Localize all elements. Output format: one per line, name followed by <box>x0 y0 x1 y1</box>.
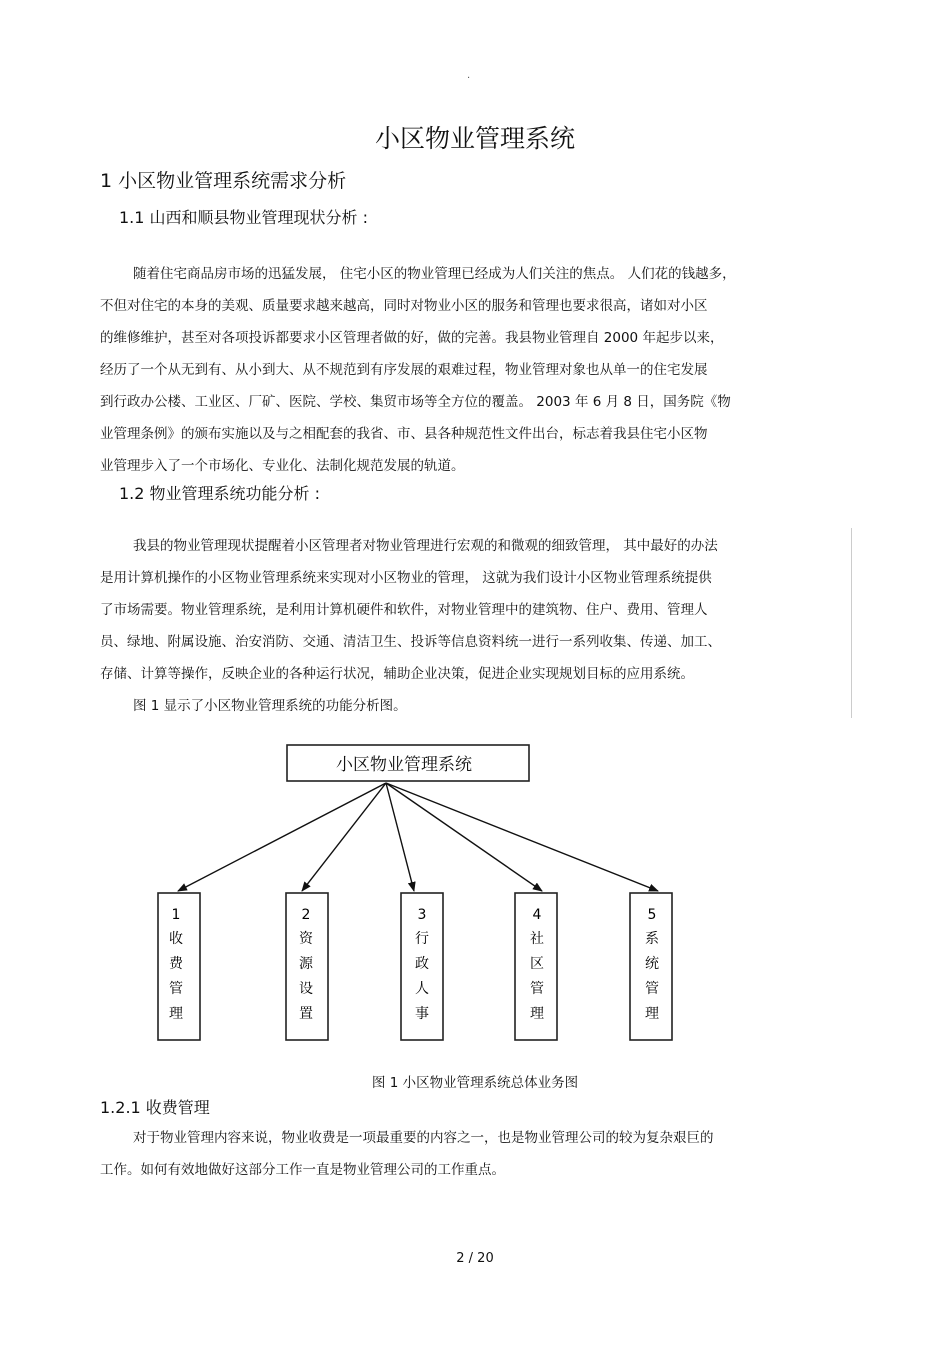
diagram-child-char: 2 <box>301 907 311 923</box>
section-1-2-heading: 1.2 物业管理系统功能分析 : <box>119 484 321 503</box>
paragraph-line: 我县的物业管理现状提醒着小区管理者对物业管理进行宏观的和微观的细致管理， 其中最好的办法 <box>133 538 718 554</box>
paragraph-line: 到行政办公楼、工业区、厂矿、医院、学校、集贸市场等全方位的覆盖。 2003 年 6 月 8 日，国务院《物 <box>100 394 731 410</box>
diagram-child-char: 4 <box>532 907 542 923</box>
paragraph-line: 不但对住宅的本身的美观、质量要求越来越高，同时对物业小区的服务和管理也要求很高，诸如对小区 <box>100 298 708 314</box>
diagram-child-char: 区 <box>530 956 544 972</box>
diagram-child-char: 社 <box>530 931 544 947</box>
diagram-child-char: 费 <box>169 956 183 972</box>
diagram-child-3 <box>401 893 443 1040</box>
section-1-heading: 1 小区物业管理系统需求分析 <box>100 170 347 192</box>
diagram-child-char: 统 <box>645 956 659 972</box>
paragraph-line: 图 1 显示了小区物业管理系统的功能分析图。 <box>133 698 407 714</box>
paragraph-line: 存储、计算等操作，反映企业的各种运行状况，辅助企业决策，促进企业实现规划目标的应用系统。 <box>100 666 694 682</box>
diagram-child-char: 政 <box>415 956 429 972</box>
diagram-arrow <box>302 783 386 891</box>
diagram-child-char: 3 <box>417 907 427 923</box>
page-number: 2 / 20 <box>456 1251 494 1266</box>
diagram-child-char: 收 <box>169 931 183 947</box>
diagram-child-char: 置 <box>299 1006 313 1022</box>
diagram-arrow <box>386 783 658 891</box>
diagram-child-char: 事 <box>415 1006 429 1022</box>
section-1-1-heading: 1.1 山西和顺县物业管理现状分析 : <box>119 208 369 227</box>
paragraph-line: 经历了一个从无到有、从小到大、从不规范到有序发展的艰难过程，物业管理对象也从单一的住宅发展 <box>100 362 708 378</box>
paragraph-line: 随着住宅商品房市场的迅猛发展， 住宅小区的物业管理已经成为人们关注的焦点。 人们花的钱越多， <box>133 266 736 282</box>
paragraph-line: 员、绿地、附属设施、治安消防、交通、清洁卫生、投诉等信息资料统一进行一系列收集、传递、加工、 <box>100 634 721 650</box>
diagram-child-char: 行 <box>415 931 429 947</box>
paragraph-line: 工作。如何有效地做好这部分工作一直是物业管理公司的工作重点。 <box>100 1162 505 1178</box>
diagram-root-label: 小区物业管理系统 <box>336 755 472 775</box>
section-1-2-1-heading: 1.2.1 收费管理 <box>100 1098 210 1117</box>
paragraph-line: 是用计算机操作的小区物业管理系统来实现对小区物业的管理， 这就为我们设计小区物业管理系统提供 <box>100 570 712 586</box>
diagram-child-char: 管 <box>645 981 659 997</box>
diagram-child-char: 人 <box>415 981 429 997</box>
diagram-child-char: 理 <box>645 1006 659 1022</box>
diagram-child-1 <box>158 893 200 1040</box>
paragraph-line: 了市场需要。物业管理系统，是利用计算机硬件和软件，对物业管理中的建筑物、住户、费用、管理人 <box>100 602 708 618</box>
diagram-child-char: 1 <box>171 907 181 923</box>
paragraph-line: 业管理条例》的颁布实施以及与之相配套的我省、市、县各种规范性文件出台，标志着我县住宅小区物 <box>100 426 708 442</box>
paragraph-line: 的维修维护，甚至对各项投诉都要求小区管理者做的好，做的完善。我县物业管理自 2000 年起步以来， <box>100 330 724 346</box>
diagram-child-char: 管 <box>530 981 544 997</box>
document-title: 小区物业管理系统 <box>374 124 575 153</box>
header-mark: . <box>467 70 471 81</box>
diagram-child-char: 系 <box>645 931 659 947</box>
diagram-child-char: 理 <box>169 1006 183 1022</box>
diagram-child-char: 源 <box>299 956 313 972</box>
diagram-child-char: 5 <box>647 907 657 923</box>
diagram-child-2 <box>286 893 328 1040</box>
diagram-arrow <box>178 783 386 891</box>
figure-caption: 图 1 小区物业管理系统总体业务图 <box>371 1075 579 1091</box>
diagram-child-5 <box>630 893 672 1040</box>
paragraph-line: 业管理步入了一个市场化、专业化、法制化规范发展的轨道。 <box>100 458 465 474</box>
paragraph-line: 对于物业管理内容来说，物业收费是一项最重要的内容之一，也是物业管理公司的较为复杂艰巨的 <box>133 1130 714 1146</box>
diagram-child-char: 设 <box>299 981 313 997</box>
diagram-child-char: 理 <box>530 1006 544 1022</box>
diagram-child-4 <box>515 893 557 1040</box>
diagram-child-char: 资 <box>299 931 313 947</box>
diagram-child-char: 管 <box>169 981 183 997</box>
